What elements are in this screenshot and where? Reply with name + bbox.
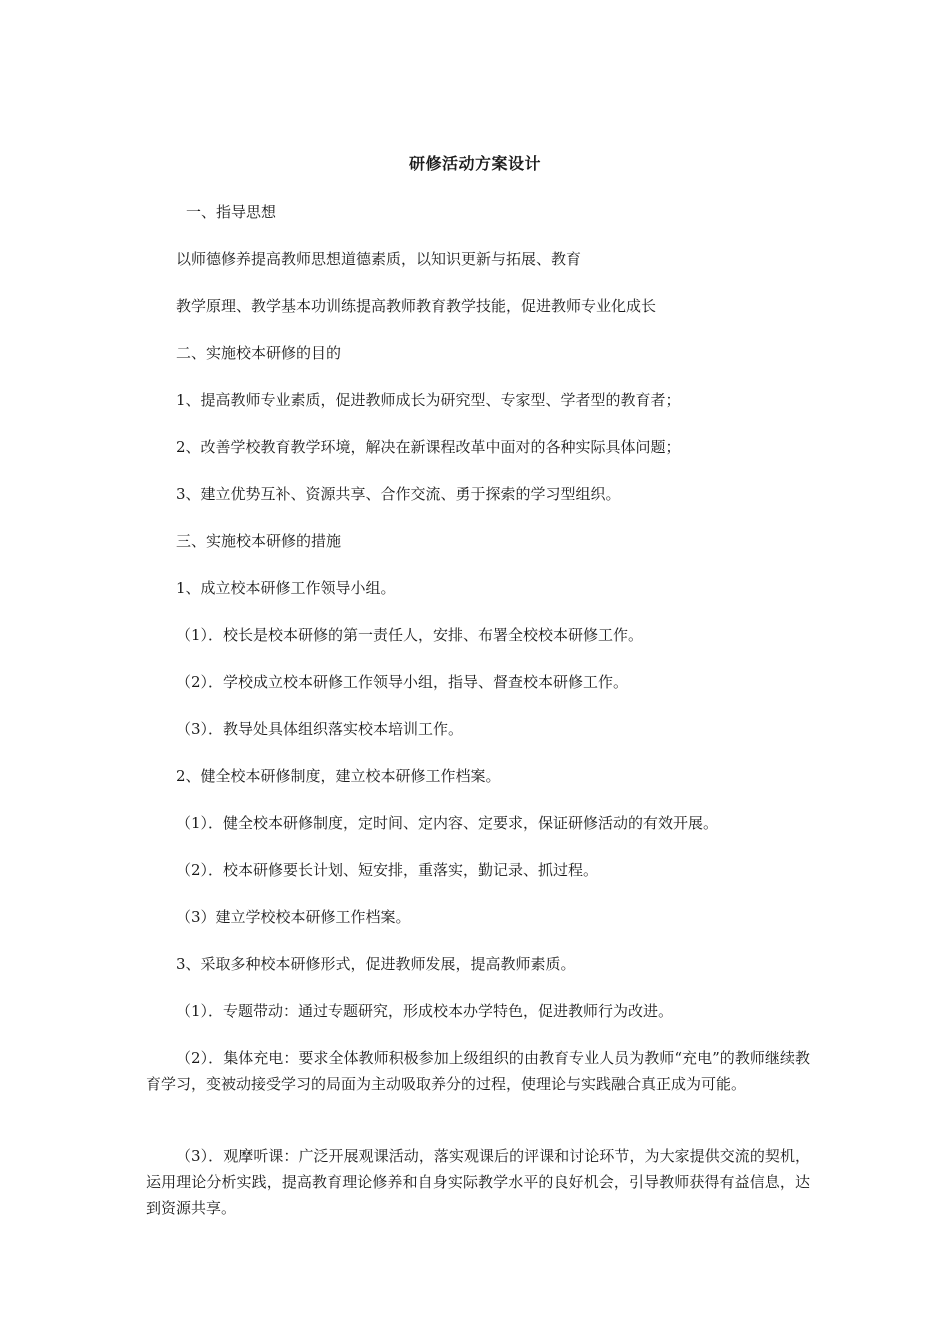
list-item: 3、建立优势互补、资源共享、合作交流、勇于探索的学习型组织。 xyxy=(176,485,621,503)
sub-list-item: （1）．专题带动：通过专题研究，形成校本办学特色，促进教师行为改进。 xyxy=(176,1002,674,1020)
section-heading-guiding-thought: 一、指导思想 xyxy=(186,203,277,221)
text-line: 教学原理、教学基本功训练提高教师教育教学技能，促进教师专业化成长 xyxy=(176,297,657,315)
paragraph-observation: （3）．观摩听课：广泛开展观课活动，落实观课后的评课和讨论环节，为大家提供交流的契机，运用理论分析实践，提高教育理论修养和自身实际教学水平的良好机会，引导教师获得有益信息，达到资源共享。 xyxy=(146,1147,810,1217)
sub-list-item: （3）建立学校校本研修工作档案。 xyxy=(176,908,411,926)
sub-list-item: （1）．校长是校本研修的第一责任人，安排、布署全校校本研修工作。 xyxy=(176,626,644,644)
list-item: 3、采取多种校本研修形式，促进教师发展，提高教师素质。 xyxy=(176,955,576,973)
document-title: 研修活动方案设计 xyxy=(408,154,541,173)
list-item: 1、成立校本研修工作领导小组。 xyxy=(176,579,396,597)
sub-list-item: （2）．校本研修要长计划、短安排，重落实，勤记录、抓过程。 xyxy=(176,861,599,879)
text-line: 以师德修养提高教师思想道德素质，以知识更新与拓展、教育 xyxy=(176,250,582,268)
section-heading-purpose: 二、实施校本研修的目的 xyxy=(176,344,342,362)
list-item: 2、改善学校教育教学环境，解决在新课程改革中面对的各种实际具体问题； xyxy=(176,438,681,456)
sub-list-item: （1）．健全校本研修制度，定时间、定内容、定要求，保证研修活动的有效开展。 xyxy=(176,814,719,832)
list-item: 2、健全校本研修制度，建立校本研修工作档案。 xyxy=(176,767,501,785)
paragraph-collective-charging: （2）．集体充电：要求全体教师积极参加上级组织的由教育专业人员为教师“充电”的教师继续教育学习，变被动接受学习的局面为主动吸取养分的过程，使理论与实践融合真正成为可能。 xyxy=(146,1049,810,1093)
sub-list-item: （3）．教导处具体组织落实校本培训工作。 xyxy=(176,720,464,738)
list-item: 1、提高教师专业素质，促进教师成长为研究型、专家型、学者型的教育者； xyxy=(176,391,681,409)
sub-list-item: （2）．学校成立校本研修工作领导小组，指导、督查校本研修工作。 xyxy=(176,673,629,691)
section-heading-measures: 三、实施校本研修的措施 xyxy=(176,532,342,550)
